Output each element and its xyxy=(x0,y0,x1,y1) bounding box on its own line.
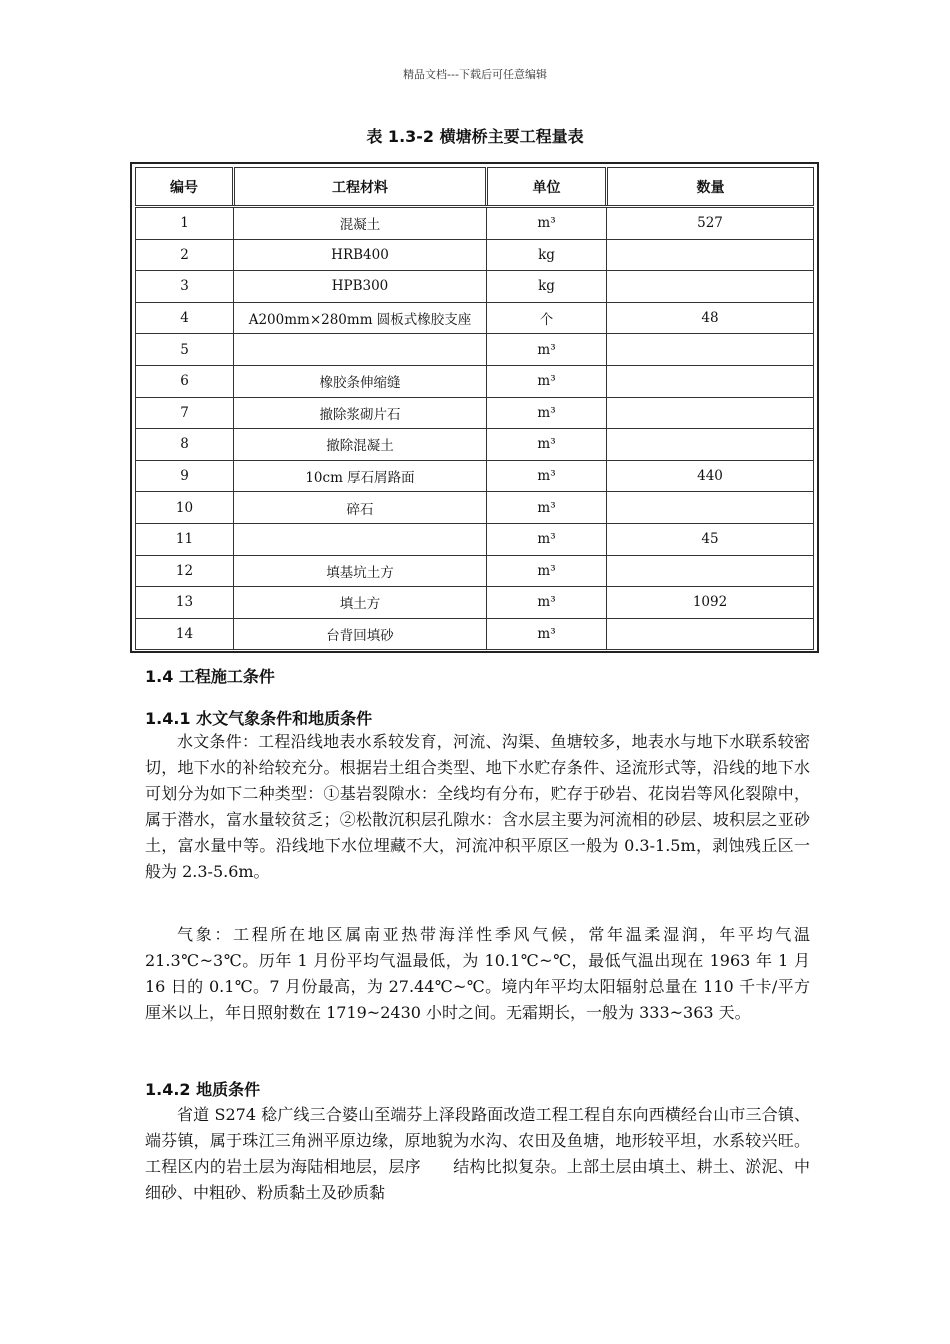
cell-quantity xyxy=(607,429,814,461)
cell-material: 填土方 xyxy=(234,587,487,619)
cell-material: 碎石 xyxy=(234,492,487,524)
table-row xyxy=(136,207,814,240)
cell-number: 3 xyxy=(136,271,234,303)
cell-unit: m³ xyxy=(487,555,607,587)
cell-unit: m³ xyxy=(487,492,607,524)
cell-quantity: 48 xyxy=(607,302,814,334)
table-body xyxy=(136,207,814,650)
column-header-number: 编号 xyxy=(136,168,234,207)
column-header-unit: 单位 xyxy=(487,168,607,207)
cell-quantity: 45 xyxy=(607,523,814,555)
table-row xyxy=(136,460,814,492)
cell-material: 撤除浆砌片石 xyxy=(234,397,487,429)
cell-unit: m³ xyxy=(487,365,607,397)
table-row xyxy=(136,492,814,524)
cell-number: 1 xyxy=(136,207,234,240)
cell-unit: m³ xyxy=(487,207,607,240)
table-row xyxy=(136,302,814,334)
cell-quantity xyxy=(607,334,814,366)
cell-quantity xyxy=(607,271,814,303)
cell-material: 台背回填砂 xyxy=(234,618,487,650)
cell-unit: m³ xyxy=(487,460,607,492)
cell-number: 7 xyxy=(136,397,234,429)
cell-number: 9 xyxy=(136,460,234,492)
table-row xyxy=(136,429,814,461)
cell-material: A200mm×280mm 圆板式橡胶支座 xyxy=(234,302,487,334)
cell-number: 12 xyxy=(136,555,234,587)
table-row xyxy=(136,523,814,555)
geology-paragraph: 省道 S274 稔广线三合婆山至端芬上泽段路面改造工程工程自东向西横经台山市三合镇、端芬镇，属于珠江三角洲平原边缘，原地貌为水沟、农田及鱼塘，地形较平坦，水系较兴旺。工程区内的岩土层为海陆相地层，层序 结构比拟复杂。上部土层由填土、耕土、淤泥、中细砂、中粗砂、粉质黏土及砂质黏 xyxy=(145,1105,810,1202)
cell-number: 13 xyxy=(136,587,234,619)
cell-number: 6 xyxy=(136,365,234,397)
table-row xyxy=(136,555,814,587)
cell-unit: m³ xyxy=(487,523,607,555)
cell-number: 10 xyxy=(136,492,234,524)
cell-quantity xyxy=(607,397,814,429)
table-row xyxy=(136,618,814,650)
table-header-row xyxy=(136,168,814,207)
table-row xyxy=(136,365,814,397)
cell-unit: m³ xyxy=(487,618,607,650)
column-header-material: 工程材料 xyxy=(234,168,487,207)
cell-quantity: 527 xyxy=(607,207,814,240)
table-row xyxy=(136,587,814,619)
cell-material: HPB300 xyxy=(234,271,487,303)
cell-material: 10cm 厚石屑路面 xyxy=(234,460,487,492)
table-row xyxy=(136,334,814,366)
cell-unit: 个 xyxy=(487,302,607,334)
cell-number: 14 xyxy=(136,618,234,650)
cell-quantity xyxy=(607,365,814,397)
cell-number: 5 xyxy=(136,334,234,366)
cell-quantity xyxy=(607,492,814,524)
cell-quantity xyxy=(607,239,814,271)
cell-number: 11 xyxy=(136,523,234,555)
cell-unit: m³ xyxy=(487,587,607,619)
subsection-heading-hydro-geo: 1.4.1 水文气象条件和地质条件 xyxy=(145,709,373,728)
cell-quantity: 1092 xyxy=(607,587,814,619)
cell-number: 4 xyxy=(136,302,234,334)
table-title: 表 1.3-2 横塘桥主要工程量表 xyxy=(366,127,584,146)
cell-unit: kg xyxy=(487,239,607,271)
subsection-heading-geology: 1.4.2 地质条件 xyxy=(145,1080,261,1099)
table-row xyxy=(136,397,814,429)
cell-material: 填基坑土方 xyxy=(234,555,487,587)
cell-number: 2 xyxy=(136,239,234,271)
cell-number: 8 xyxy=(136,429,234,461)
cell-quantity xyxy=(607,555,814,587)
cell-material: 橡胶条伸缩缝 xyxy=(234,365,487,397)
climate-paragraph: 气象：工程所在地区属南亚热带海洋性季风气候，常年温柔湿润，年平均气温 21.3℃~3℃。历年 1 月份平均气温最低，为 10.1℃~℃，最低气温出现在 1963 年 1 月 16 日的 0.1℃。7 月份最高，为 27.44℃~℃。境内年平均太阳辐射总量在 110 千卡/平方厘米以上，年日照射数在 1719~2430 小时之间。无霜期长，一般为 333~363 天。 xyxy=(145,925,810,1022)
hydrology-paragraph: 水文条件：工程沿线地表水系较发育，河流、沟渠、鱼塘较多，地表水与地下水联系较密切，地下水的补给较充分。根据岩土组合类型、地下水贮存条件、迳流形式等，沿线的地下水可划分为如下二种类型：①基岩裂隙水：全线均有分布，贮存于砂岩、花岗岩等风化裂隙中，属于潜水，富水量较贫乏；②松散沉积层孔隙水：含水层主要为河流相的砂层、坡积层之亚砂土，富水量中等。沿线地下水位埋藏不大，河流冲积平原区一般为 0.3-1.5m，剥蚀残丘区一般为 2.3-5.6m。 xyxy=(145,732,810,881)
cell-quantity xyxy=(607,618,814,650)
cell-material xyxy=(234,334,487,366)
quantity-table-frame xyxy=(130,162,819,653)
cell-quantity: 440 xyxy=(607,460,814,492)
quantity-table xyxy=(135,167,814,650)
cell-material xyxy=(234,523,487,555)
table-row xyxy=(136,239,814,271)
column-header-quantity: 数量 xyxy=(607,168,814,207)
page-header-watermark: 精品文档---下载后可任意编辑 xyxy=(403,68,547,81)
table-row xyxy=(136,271,814,303)
cell-material: 混凝土 xyxy=(234,207,487,240)
cell-material: HRB400 xyxy=(234,239,487,271)
cell-material: 撤除混凝土 xyxy=(234,429,487,461)
cell-unit: m³ xyxy=(487,397,607,429)
cell-unit: m³ xyxy=(487,429,607,461)
cell-unit: m³ xyxy=(487,334,607,366)
section-heading: 1.4 工程施工条件 xyxy=(145,667,275,686)
cell-unit: kg xyxy=(487,271,607,303)
